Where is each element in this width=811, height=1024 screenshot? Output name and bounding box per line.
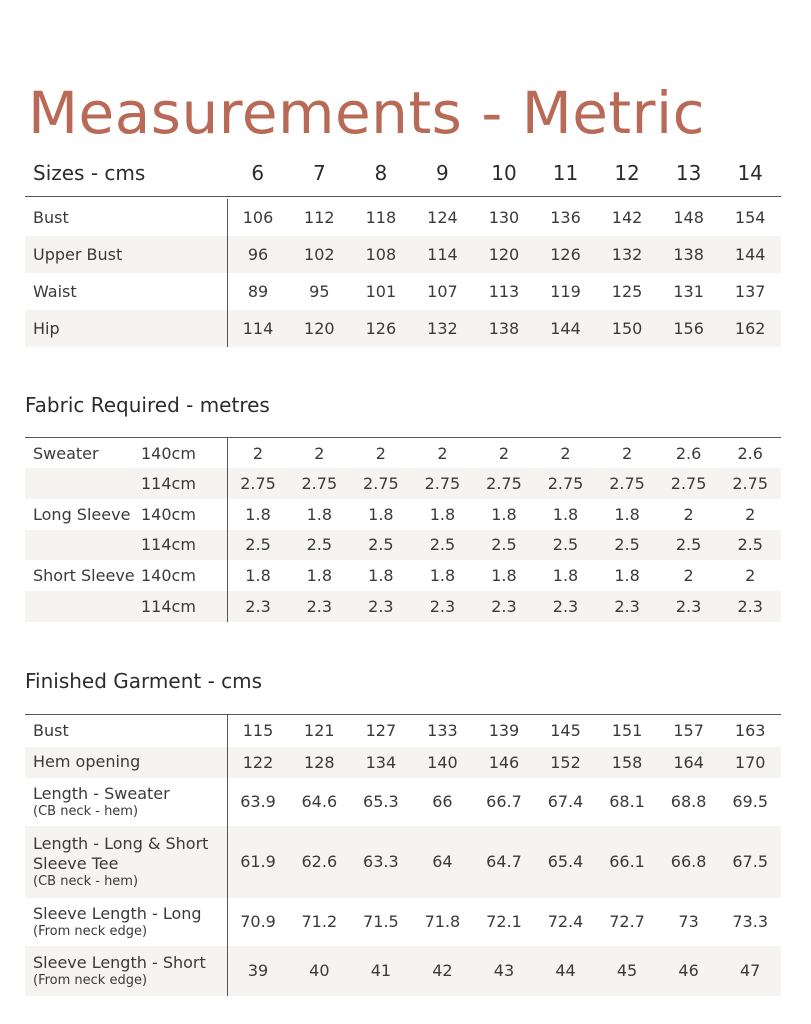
cell-value: 112 <box>304 207 335 227</box>
cell-value: 71.5 <box>363 912 399 931</box>
cell-value: 2 <box>227 438 289 469</box>
cell-value: 1.8 <box>552 566 579 586</box>
cell-value: 114 <box>412 236 474 273</box>
cell-value: 132 <box>596 236 658 273</box>
cell-value: 2.3 <box>719 591 781 622</box>
cell-value: 164 <box>658 747 720 778</box>
row-label: Hem opening <box>33 752 141 771</box>
cell-value: 2.3 <box>289 591 351 622</box>
finished-section-title: Finished Garment - cms <box>25 669 263 693</box>
cell-value: 142 <box>611 207 643 227</box>
cell-value: 64 <box>412 826 474 898</box>
cell-value: 139 <box>488 721 520 741</box>
size-header-8: 8 <box>374 160 388 185</box>
cell-value: 2.3 <box>412 591 474 622</box>
row-label-cell <box>25 778 227 826</box>
cell-value: 2.75 <box>719 468 781 499</box>
cell-value: 152 <box>535 747 597 778</box>
table-row <box>25 273 781 310</box>
cell-value: 2 <box>745 566 756 586</box>
cell-value: 145 <box>550 721 581 741</box>
table-row <box>25 199 781 236</box>
sizes-header-row <box>25 150 781 196</box>
cell-value: 44 <box>535 946 597 996</box>
cell-value: 68.8 <box>670 792 707 811</box>
cell-value: 120 <box>473 236 535 273</box>
cell-value: 101 <box>365 281 397 301</box>
cell-value: 46 <box>658 946 720 996</box>
fabric-width: 114cm <box>141 530 227 561</box>
cell-value: 72.4 <box>547 912 584 931</box>
cell-value: 61.9 <box>227 826 289 898</box>
cell-value: 65.4 <box>535 826 597 898</box>
fabric-width: 140cm <box>141 504 196 524</box>
cell-value: 1.8 <box>306 504 333 524</box>
cell-value: 73.3 <box>732 912 768 931</box>
cell-value: 2 <box>745 504 756 524</box>
cell-value: 137 <box>734 281 766 301</box>
cell-value: 73 <box>678 912 699 931</box>
cell-value: 42 <box>412 946 474 996</box>
cell-value: 1.8 <box>368 504 394 524</box>
cell-value: 2.75 <box>227 468 289 499</box>
row-label: Sleeve Length - Long <box>33 903 202 923</box>
cell-value: 2.5 <box>535 530 597 561</box>
cell-value: 2 <box>683 504 694 524</box>
row-label: Sleeve Length - Short <box>33 952 206 972</box>
cell-value: 2.75 <box>350 468 412 499</box>
cell-value: 107 <box>427 281 458 301</box>
table-row <box>25 499 781 530</box>
cell-value: 2.5 <box>473 530 535 561</box>
table-row <box>25 898 781 946</box>
cell-value: 118 <box>365 207 397 227</box>
cell-value: 128 <box>289 747 351 778</box>
cell-value: 71.2 <box>301 912 338 931</box>
cell-value: 69.5 <box>732 792 768 811</box>
fabric-width: 140cm <box>141 443 196 463</box>
table-row <box>25 236 781 273</box>
cell-value: 62.6 <box>289 826 351 898</box>
row-label: Hip <box>25 310 227 347</box>
cell-value: 2 <box>375 443 386 463</box>
cell-value: 40 <box>289 946 351 996</box>
size-header-11: 11 <box>552 160 579 185</box>
cell-value: 2.75 <box>289 468 351 499</box>
cell-value: 39 <box>227 946 289 996</box>
cell-value: 2.5 <box>350 530 412 561</box>
cell-value: 119 <box>550 281 581 301</box>
cell-value: 2.5 <box>719 530 781 561</box>
cell-value: 114 <box>227 310 289 347</box>
garment-label: Sweater <box>33 443 99 463</box>
cell-value: 1.8 <box>429 504 456 524</box>
row-sublabel: (CB neck - hem) <box>33 803 139 819</box>
cell-value: 126 <box>350 310 412 347</box>
cell-value: 41 <box>350 946 412 996</box>
cell-value: 156 <box>658 310 720 347</box>
page-title: Measurements - Metric <box>28 78 706 147</box>
size-header-14: 14 <box>737 160 763 185</box>
cell-value: 1.8 <box>429 566 456 586</box>
cell-value: 170 <box>719 747 781 778</box>
cell-value: 68.1 <box>609 792 645 811</box>
cell-value: 66.8 <box>658 826 720 898</box>
table-row <box>25 310 781 347</box>
row-label: Bust <box>33 720 69 740</box>
cell-value: 1.8 <box>227 560 289 591</box>
cell-value: 63.9 <box>227 778 289 826</box>
cell-value: 2 <box>498 443 510 463</box>
sizes-table <box>25 150 781 347</box>
cell-value: 71.8 <box>424 912 461 931</box>
table-row <box>25 560 781 591</box>
cell-value: 127 <box>365 721 397 741</box>
cell-value: 2.75 <box>473 468 535 499</box>
table-row <box>25 530 781 561</box>
size-header-7: 7 <box>312 160 326 185</box>
row-label: Upper Bust <box>25 236 227 273</box>
cell-value: 163 <box>734 721 766 741</box>
cell-value: 138 <box>658 236 720 273</box>
table-row <box>25 591 781 622</box>
cell-value: 2.3 <box>227 591 289 622</box>
row-sublabel: (From neck edge) <box>33 923 148 939</box>
cell-value: 157 <box>673 721 704 741</box>
row-sublabel: (From neck edge) <box>33 972 148 988</box>
fabric-width: 140cm <box>141 566 196 586</box>
cell-value: 154 <box>734 207 766 227</box>
cell-value: 146 <box>473 747 535 778</box>
cell-value: 121 <box>304 721 335 741</box>
cell-value: 2.5 <box>596 530 658 561</box>
fabric-width: 114cm <box>141 591 227 622</box>
cell-value: 66 <box>432 792 453 811</box>
cell-value: 1.8 <box>552 504 579 524</box>
cell-value: 2.3 <box>473 591 535 622</box>
cell-value: 2.5 <box>412 530 474 561</box>
cell-value: 131 <box>673 281 704 301</box>
finished-table <box>25 714 781 996</box>
cell-value: 2.75 <box>658 468 720 499</box>
row-label-cell <box>25 747 227 778</box>
fabric-table <box>25 437 781 622</box>
size-header-10: 10 <box>491 160 517 185</box>
cell-value: 115 <box>227 715 289 747</box>
size-header-9: 9 <box>436 160 449 185</box>
cell-value: 67.4 <box>547 792 584 811</box>
cell-value: 133 <box>427 721 458 741</box>
cell-value: 140 <box>412 747 474 778</box>
garment-label <box>25 591 141 622</box>
cell-value: 2.6 <box>675 443 702 463</box>
table-row <box>25 715 781 747</box>
cell-value: 72.7 <box>609 912 645 931</box>
cell-value: 1.8 <box>614 504 640 524</box>
cell-value: 1.8 <box>614 566 640 586</box>
cell-value: 125 <box>611 281 643 301</box>
fabric-width: 114cm <box>141 468 227 499</box>
size-header-13: 13 <box>675 160 702 185</box>
size-header-12: 12 <box>614 160 640 185</box>
cell-value: 67.5 <box>719 826 781 898</box>
cell-value: 43 <box>473 946 535 996</box>
cell-value: 120 <box>289 310 351 347</box>
cell-value: 1.8 <box>368 566 394 586</box>
cell-value: 122 <box>227 747 289 778</box>
cell-value: 108 <box>350 236 412 273</box>
cell-value: 64.6 <box>301 792 338 811</box>
table-row <box>25 946 781 996</box>
cell-value: 2.75 <box>412 468 474 499</box>
size-header-6: 6 <box>251 160 265 185</box>
cell-value: 2.5 <box>289 530 351 561</box>
row-label: Waist <box>33 281 77 301</box>
cell-value: 126 <box>535 236 597 273</box>
cell-value: 106 <box>227 199 289 236</box>
cell-value: 1.8 <box>306 566 333 586</box>
row-label: Length - Sweater <box>33 783 170 803</box>
cell-value: 151 <box>611 721 643 741</box>
cell-value: 136 <box>550 207 581 227</box>
cell-value: 72.1 <box>486 912 522 931</box>
cell-value: 102 <box>289 236 351 273</box>
cell-value: 96 <box>227 236 289 273</box>
cell-value: 95 <box>309 281 330 301</box>
cell-value: 138 <box>473 310 535 347</box>
cell-value: 113 <box>488 281 520 301</box>
fabric-section-title: Fabric Required - metres <box>25 393 270 417</box>
row-label-cell <box>25 715 227 747</box>
row-label-cell <box>25 826 227 898</box>
cell-value: 2.3 <box>535 591 597 622</box>
cell-value: 2 <box>683 566 694 586</box>
row-label-line2: Sleeve Tee <box>33 853 119 873</box>
cell-value: 47 <box>719 946 781 996</box>
cell-value: 134 <box>350 747 412 778</box>
cell-value: 2 <box>314 443 325 463</box>
cell-value: 132 <box>412 310 474 347</box>
row-label: Length - Long & Short <box>33 833 209 853</box>
cell-value: 70.9 <box>227 898 289 946</box>
cell-value: 2.3 <box>350 591 412 622</box>
cell-value: 64.7 <box>473 826 535 898</box>
table-row <box>25 826 781 898</box>
garment-label <box>25 530 141 561</box>
cell-value: 158 <box>596 747 658 778</box>
cell-value: 65.3 <box>363 792 399 811</box>
row-label-cell <box>25 898 227 946</box>
cell-value: 2.75 <box>596 468 658 499</box>
cell-value: 1.8 <box>227 499 289 530</box>
cell-value: 2.3 <box>596 591 658 622</box>
cell-value: 1.8 <box>491 566 517 586</box>
cell-value: 144 <box>719 236 781 273</box>
cell-value: 2.5 <box>658 530 720 561</box>
cell-value: 130 <box>488 207 520 227</box>
cell-value: 2 <box>621 443 633 463</box>
garment-label: Short Sleeve <box>33 566 135 586</box>
row-label: Bust <box>33 207 69 227</box>
table-row <box>25 438 781 469</box>
cell-value: 2.75 <box>535 468 597 499</box>
garment-label <box>25 468 141 499</box>
row-label-cell <box>25 946 227 996</box>
cell-value: 63.3 <box>350 826 412 898</box>
table-row <box>25 778 781 826</box>
cell-value: 89 <box>227 273 289 310</box>
cell-value: 148 <box>673 207 704 227</box>
cell-value: 1.8 <box>491 504 517 524</box>
cell-value: 2.6 <box>737 443 763 463</box>
cell-value: 144 <box>535 310 597 347</box>
cell-value: 2 <box>437 443 448 463</box>
cell-value: 2.5 <box>227 530 289 561</box>
cell-value: 66.7 <box>486 792 522 811</box>
cell-value: 124 <box>427 207 458 227</box>
garment-label: Long Sleeve <box>33 504 131 524</box>
cell-value: 45 <box>596 946 658 996</box>
row-sublabel: (CB neck - hem) <box>33 873 139 889</box>
cell-value: 162 <box>719 310 781 347</box>
cell-value: 66.1 <box>596 826 658 898</box>
table-row <box>25 468 781 499</box>
table-row <box>25 747 781 778</box>
cell-value: 2.3 <box>658 591 720 622</box>
cell-value: 150 <box>596 310 658 347</box>
sizes-header-label: Sizes - cms <box>33 160 146 185</box>
cell-value: 2 <box>560 443 571 463</box>
